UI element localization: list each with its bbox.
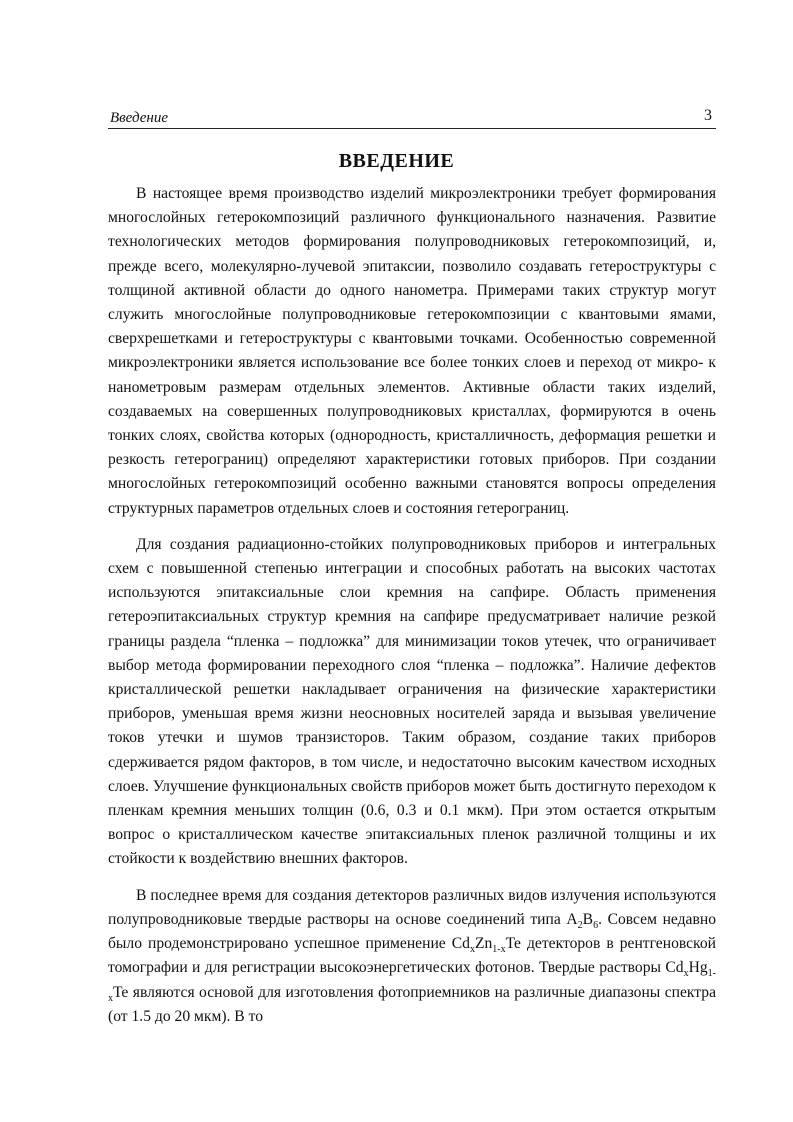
subscript: x <box>683 968 689 980</box>
subscript: 1-x <box>108 968 716 1004</box>
header-title: Введение <box>110 110 168 126</box>
paragraph-3 <box>108 884 716 1029</box>
running-header <box>108 104 716 129</box>
subscript: x <box>469 944 475 956</box>
paragraph-3-text: Te являются основой для изготовления фотоприемников на различные диапазоны спектра (от 1.5 до 20 мкм). В то <box>108 983 716 1025</box>
paragraph-1: В настоящее время производство изделий микроэлектроники требует формирования многослойных гетерокомпозиций различного функционального назначения. Развитие технологических методов формирования полупроводниковых гетерокомпозиций, и, прежде всего, молекулярно-лучевой эпитаксии, позволило создавать гетероструктуры с толщиной активной области до одного нанометра. Примерами таких структур могут служить многослойные полупроводниковые гетерокомпозиции с квантовыми ямами, сверхрешетками и гетероструктуры с квантовыми точками. Особенностью современной микроэлектроники является использование все более тонких слоев и переход от микро- к нанометровым размерам отдельных элементов. Активные области таких изделий, создаваемых на совершенных полупроводниковых кристаллах, формируются в очень тонких слоях, свойства которых (однородность, кристалличность, деформация решетки и резкость гетерограниц) определяют характеристики готовых приборов. При создании многослойных гетерокомпозиций особенно важными становятся вопросы определения структурных параметров отдельных слоев и состояния гетерограниц. <box>108 185 716 517</box>
subscript: 1-x <box>492 944 506 956</box>
body-text <box>108 182 716 1041</box>
subscript: 6 <box>593 920 599 931</box>
chapter-title: ВВЕДЕНИЕ <box>338 150 455 172</box>
paragraph-3-text: . Совсем недавно было продемонстрировано успешное применение Cd <box>108 910 716 953</box>
subscript: 2 <box>577 920 583 931</box>
paragraph-3-text: Te детекторов в рентгеновской томографии и для регистрации высокоэнергетических фотонов. Твердые растворы Cd <box>108 935 716 977</box>
paragraph-3-text: Zn <box>474 935 493 953</box>
paragraph-3-text: В последнее время для создания детекторов различных видов излучения используются полупроводниковые твердые растворы на основе соединений типа A <box>108 886 716 928</box>
paragraph-3-text: B <box>582 910 594 928</box>
page-number: 3 <box>704 107 712 124</box>
paragraph-3-text: Hg <box>688 959 708 977</box>
paragraph-2: Для создания радиационно-стойких полупроводниковых приборов и интегральных схем с повышенной степенью интеграции и способных работать на высоких частотах используются эпитаксиальные слои кремния на сапфире. Область применения гетероэпитаксиальных структур кремния на сапфире предусматривает наличие резкой границы раздела “пленка – подложка” для минимизации токов утечек, что ограничивает выбор метода формировании переходного слоя “пленка – подложка”. Наличие дефектов кристаллической решетки накладывает ограничения на физические характеристики приборов, уменьшая время жизни неосновных носителей заряда и вызывая увеличение токов утечки и шумов транзисторов. Таким образом, создание таких приборов сдерживается рядом факторов, в том числе, и недостаточно высоким качеством исходных слоев. Улучшение функциональных свойств приборов может быть достигнуто переходом к пленкам кремния меньших толщин (0.6, 0.3 и 0.1 мкм). При этом остается открытым вопрос о кристаллическом качестве эпитаксиальных пленок различной толщины и их стойкости к воздействию внешних факторов. <box>108 535 716 868</box>
